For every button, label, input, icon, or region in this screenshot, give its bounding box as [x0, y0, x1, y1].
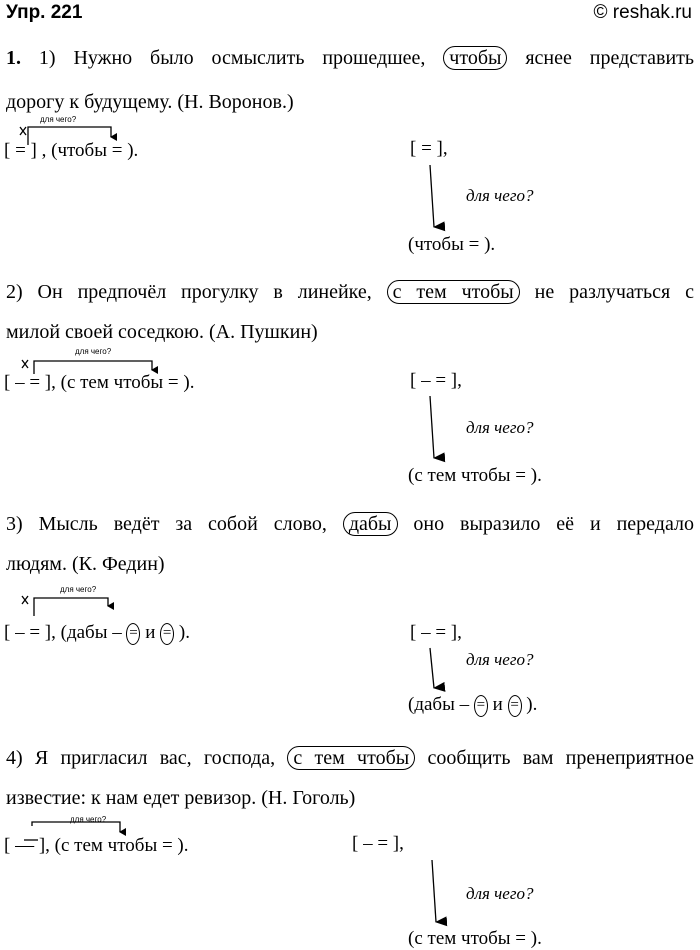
- scheme-2-subordinate-clause: (с тем чтобы = ).: [408, 465, 542, 486]
- scheme-1-question: для чего?: [40, 115, 77, 124]
- scheme-3-bracket-arrow: [22, 596, 108, 616]
- scheme-4-question: для чего?: [70, 815, 107, 824]
- task-number: 1.: [6, 47, 21, 69]
- scheme-4-main-clause: [ – = ],: [352, 833, 404, 854]
- predicate-oval: =: [474, 695, 488, 717]
- scheme-3-main-clause: [ – = ],: [410, 622, 462, 643]
- scheme-4-linear: [ — ], (с тем чтобы = ).: [4, 835, 189, 856]
- sentence-4-line-2: известие: к нам едет ревизор. (Н. Гоголь): [6, 787, 356, 809]
- scheme-2-main-clause: [ – = ],: [410, 370, 462, 391]
- predicate-oval: =: [160, 623, 174, 645]
- scheme-3-subordinate-clause: (дабы – = и = ).: [408, 694, 538, 715]
- conjunction-1: чтобы: [443, 46, 507, 70]
- predicate-oval: =: [126, 623, 140, 645]
- scheme-2-linear: [ – = ], (с тем чтобы = ).: [4, 372, 195, 393]
- sentence-1-line-2: дорогу к будущему. (Н. Воронов.): [6, 91, 294, 113]
- scheme-2-vertical-arrow: [430, 396, 434, 458]
- scheme-4-vertical-arrow: [432, 860, 436, 922]
- scheme-1-subordinate-clause: (чтобы = ).: [408, 234, 496, 255]
- scheme-1-bracket-arrow: [20, 127, 111, 145]
- sentence-3-line-2: людям. (К. Федин): [6, 553, 165, 575]
- scheme-1-linear: [ = ] , (чтобы = ).: [4, 140, 139, 161]
- scheme-3-question: для чего?: [60, 585, 97, 594]
- source-watermark: © reshak.ru: [593, 2, 692, 23]
- sentence-1-line-1: 1. 1) Нужно было осмыслить прошедшее, чтобы яснее представить: [6, 47, 695, 69]
- conjunction-3: дабы: [343, 512, 398, 536]
- exercise-title: Упр. 221: [6, 2, 83, 23]
- scheme-3-linear: [ – = ], (дабы – = и = ).: [4, 622, 190, 643]
- scheme-2-arrow-label: для чего?: [466, 418, 534, 437]
- conjunction-4: с тем чтобы: [287, 746, 415, 770]
- sentence-2-line-2: милой своей соседкою. (А. Пушкин): [6, 321, 318, 343]
- sentence-3-line-1: 3) Мысль ведёт за собой слово, дабы оно выразило её и передало: [6, 513, 695, 535]
- scheme-2-question: для чего?: [75, 347, 112, 356]
- scheme-4-bracket-arrow: [24, 822, 120, 840]
- scheme-1-main-clause: [ = ],: [410, 138, 448, 159]
- sentence-2-line-1: 2) Он предпочёл прогулку в линейке, с тем чтобы не разлучаться с: [6, 281, 694, 303]
- scheme-1-vertical-arrow: [430, 165, 434, 227]
- scheme-3-arrow-label: для чего?: [466, 650, 534, 669]
- scheme-2-bracket-arrow: [22, 360, 152, 374]
- predicate-oval: =: [508, 695, 522, 717]
- conjunction-2: с тем чтобы: [387, 280, 520, 304]
- scheme-1-arrow-label: для чего?: [466, 186, 534, 205]
- sentence-4-line-1: 4) Я пригласил вас, господа, с тем чтобы сообщить вам пренеприятное: [6, 747, 694, 769]
- scheme-4-subordinate-clause: (с тем чтобы = ).: [408, 928, 542, 949]
- scheme-3-vertical-arrow: [430, 648, 434, 688]
- scheme-4-arrow-label: для чего?: [466, 884, 534, 903]
